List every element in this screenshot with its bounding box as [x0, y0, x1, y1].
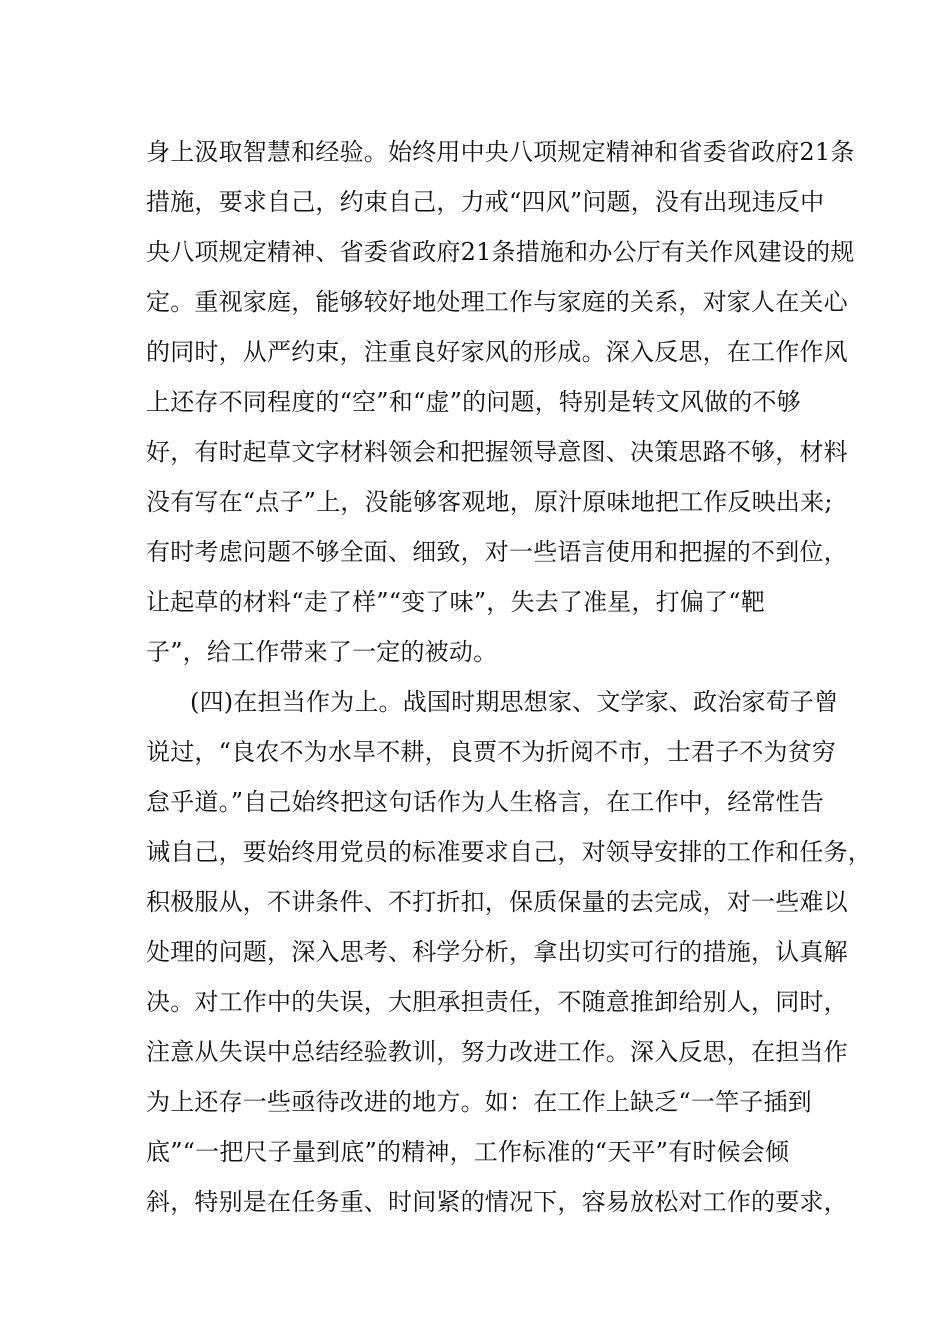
text-line-15: 诫自己，要始终用党员的标准要求自己，对领导安排的工作和任务， [146, 838, 872, 866]
text-line-13: 说过，“良农不为水旱不耕，良贾不为折阅不市，士君子不为贫穷 [146, 738, 837, 766]
text-line-8: 没有写在“点子”上，没能够客观地，原汁原味地把工作反映出来; [146, 488, 833, 516]
text-line-3: 央八项规定精神、省委省政府21条措施和办公厅有关作风建设的规 [146, 238, 855, 266]
text-line-5: 的同时，从严约束，注重良好家风的形成。深入反思，在工作作风 [146, 338, 848, 366]
text-line-1: 身上汲取智慧和经验。始终用中央八项规定精神和省委省政府21条 [146, 138, 855, 166]
text-line-17: 处理的问题，深入思考、科学分析，拿出切实可行的措施，认真解 [146, 938, 848, 966]
text-line-14: 怠乎道。”自己始终把这句话作为人生格言，在工作中，经常性告 [146, 788, 825, 816]
text-line-9: 有时考虑问题不够全面、细致，对一些语言使用和把握的不到位， [146, 538, 848, 566]
text-line-20: 为上还存一些亟待改进的地方。如：在工作上缺乏“一竿子插到 [146, 1088, 812, 1116]
text-line-11: 子”，给工作带来了一定的被动。 [146, 638, 498, 666]
text-line-2: 措施，要求自己，约束自己，力戒“四风”问题，没有出现违反中 [146, 188, 825, 216]
text-line-16: 积极服从，不讲条件、不打折扣，保质保量的去完成，对一些难以 [146, 888, 848, 916]
text-line-10: 让起草的材料“走了样”“变了味”，失去了准星，打偏了“靶 [146, 588, 765, 616]
text-line-6: 上还存不同程度的“空”和“虚”的问题，特别是转文风做的不够 [146, 388, 801, 416]
text-line-22: 斜，特别是在任务重、时间紧的情况下，容易放松对工作的要求， [146, 1188, 848, 1216]
text-line-4: 定。重视家庭，能够较好地处理工作与家庭的关系，对家人在关心 [146, 288, 848, 316]
section-heading-line: (四)在担当作为上。战国时期思想家、文学家、政治家荀子曾 [190, 688, 839, 716]
text-line-21: 底”“一把尺子量到底”的精神，工作标准的“天平”有时候会倾 [146, 1138, 790, 1166]
text-line-18: 决。对工作中的失误，大胆承担责任，不随意推卸给别人，同时， [146, 988, 848, 1016]
text-line-7: 好，有时起草文字材料领会和把握领导意图、决策思路不够，材料 [146, 438, 848, 466]
text-line-19: 注意从失误中总结经验教训，努力改进工作。深入反思，在担当作 [146, 1038, 848, 1066]
